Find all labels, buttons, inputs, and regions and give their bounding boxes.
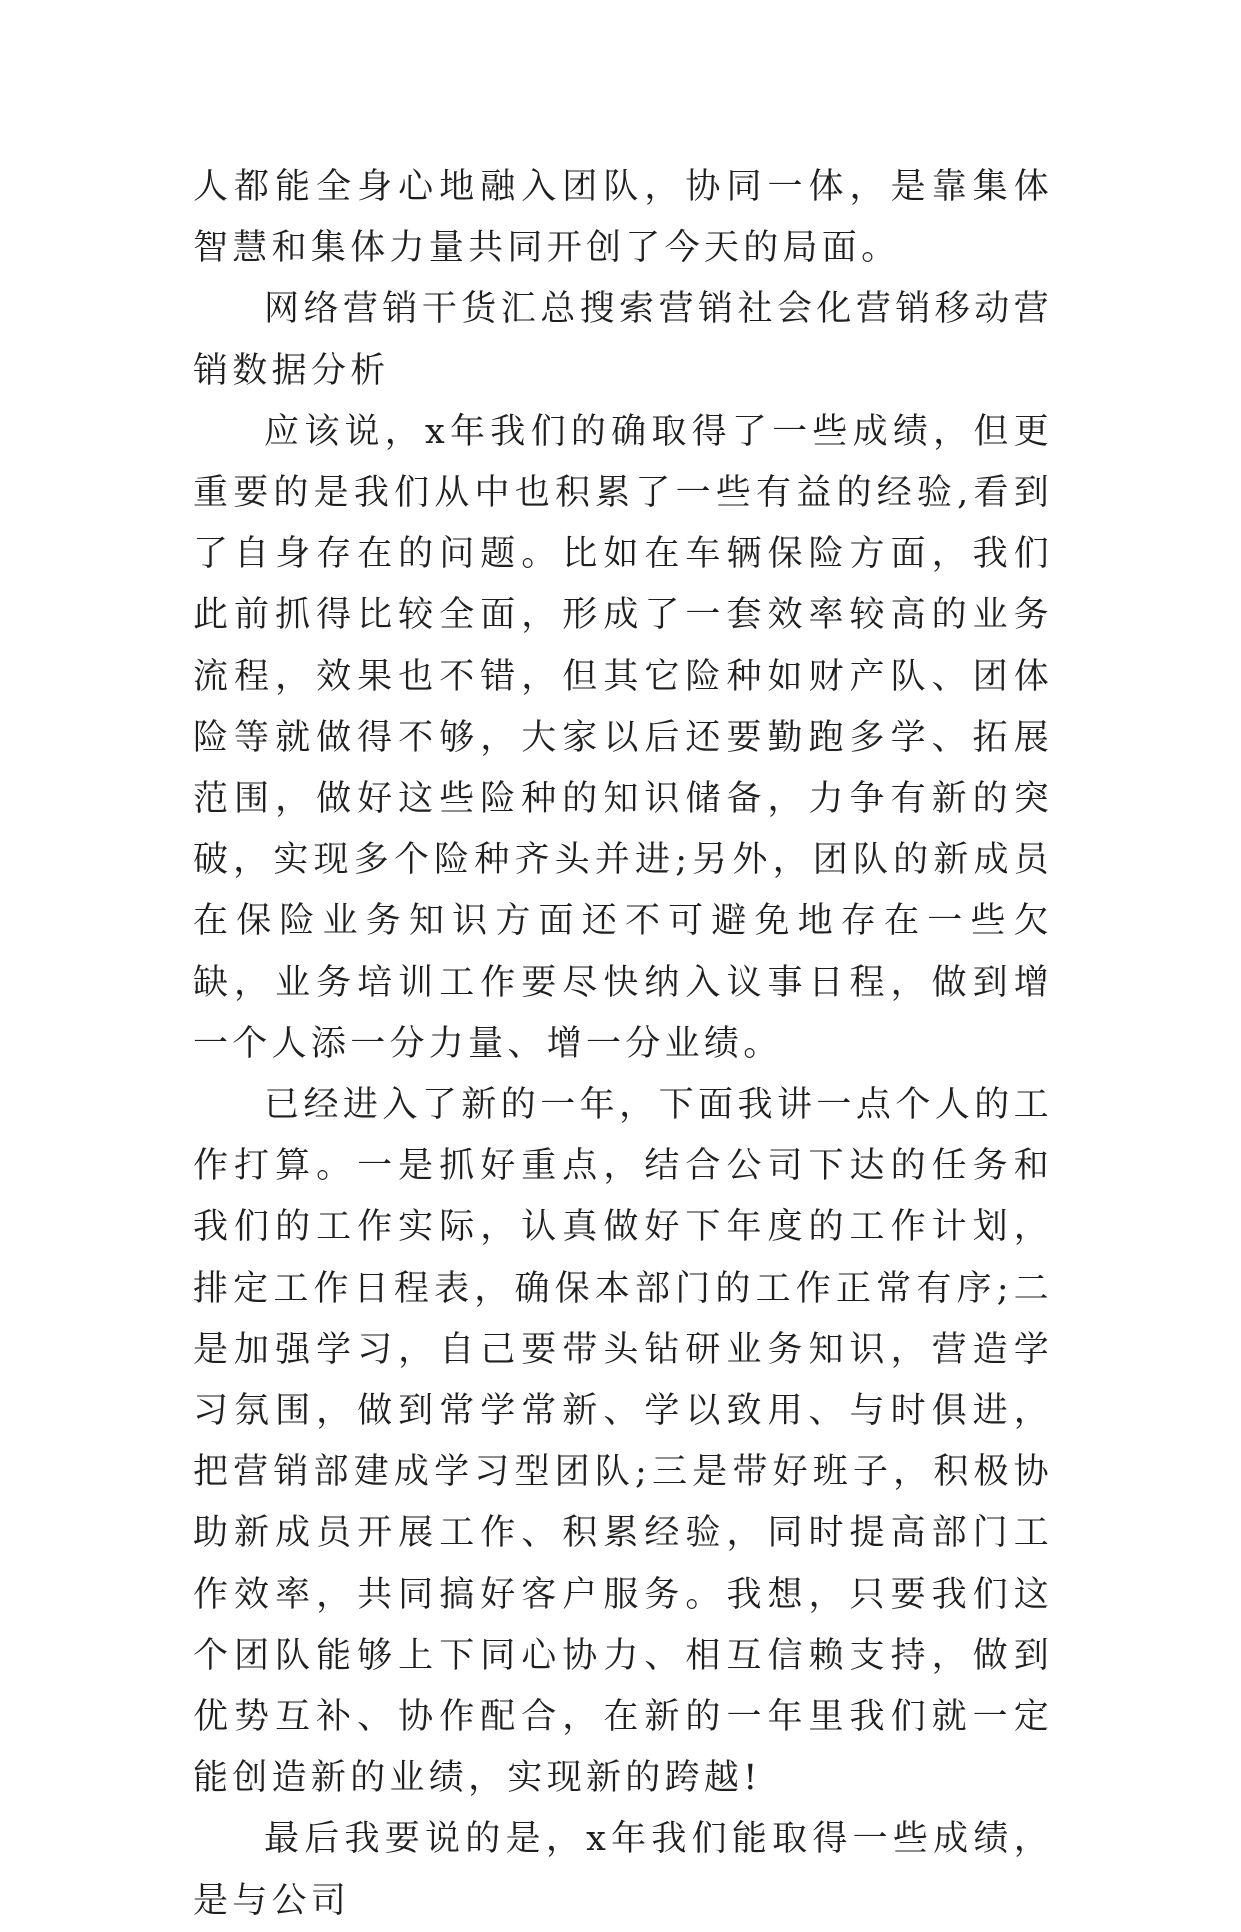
paragraph-1: 人都能全身心地融入团队，协同一体，是靠集体智慧和集体力量共同开创了今天的局面。 (193, 167, 1053, 269)
paragraph-3: 应该说，x年我们的确取得了一些成绩，但更重要的是我们从中也积累了一些有益的经验,看到了自身存在的问题。比如在车辆保险方面，我们此前抓得比较全面，形成了一套效率较高的业务流程，效果也不错，但其它险种如财产队、团体险等就做得不够，大家以后还要勤跑多学、拓展范围，做好这些险种的知识储备，力争有新的突破，实现多个险种齐头并进;另外，团队的新成员在保险业务知识方面还不可避免地存在一些欠缺，业务培训工作要尽快纳入议事日程，做到增一个人添一分力量、增一分业绩。 (193, 411, 1053, 1064)
paragraph-2: 网络营销干货汇总搜索营销社会化营销移动营销数据分析 (193, 289, 1053, 391)
document-body (193, 157, 1053, 1932)
paragraph-4: 已经进入了新的一年，下面我讲一点个人的工作打算。一是抓好重点，结合公司下达的任务和我们的工作实际，认真做好下年度的工作计划，排定工作日程表，确保本部门的工作正常有序;二是加强学习，自己要带头钻研业务知识，营造学习氛围，做到常学常新、学以致用、与时俱进，把营销部建成学习型团队;三是带好班子，积极协助新成员开展工作、积累经验，同时提高部门工作效率，共同搞好客户服务。我想，只要我们这个团队能够上下同心协力、相互信赖支持，做到优势互补、协作配合，在新的一年里我们就一定能创造新的业绩，实现新的跨越! (193, 1085, 1053, 1799)
paragraph-5: 最后我要说的是，x年我们能取得一些成绩，是与公司 (193, 1819, 1053, 1921)
